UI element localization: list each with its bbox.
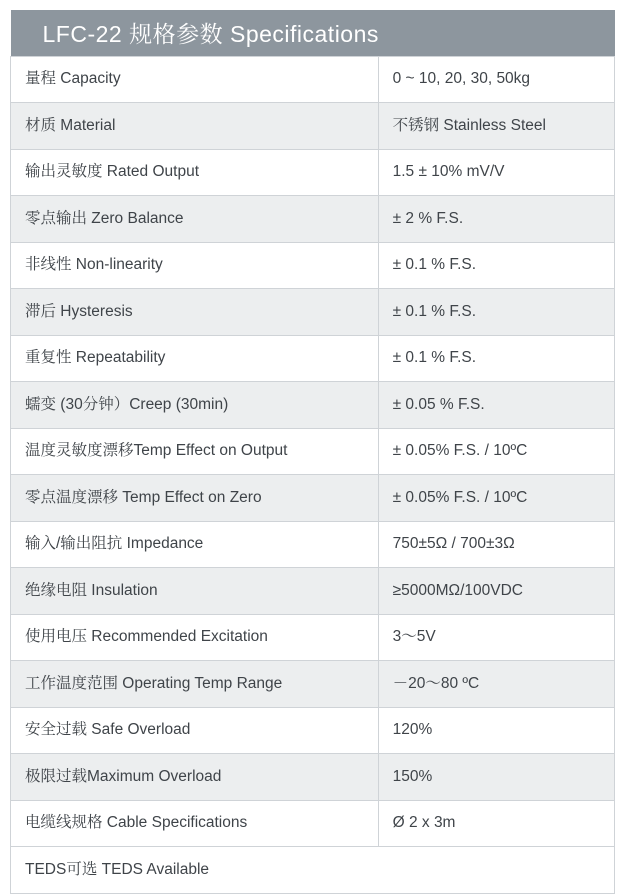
spec-value-cell [378,661,614,708]
spec-label-cell [11,382,379,429]
table-row-teds [11,847,615,894]
spec-label-cell [11,103,379,150]
spec-value: ≥5000MΩ/100VDC [392,581,523,599]
spec-value: 150% [392,767,433,785]
table-title-row [11,10,615,56]
spec-label-cell [11,614,379,661]
spec-value: ± 2 % F.S. [392,209,464,227]
spec-label: 电缆线规格 Cable Specifications [25,814,248,832]
table-row [11,196,615,243]
spec-label-cell [11,149,379,196]
spec-label-cell [11,428,379,475]
spec-value: 0 ~ 10, 20, 30, 50kg [392,70,531,88]
spec-value: ± 0.05% F.S. / 10ºC [392,488,528,506]
spec-value-cell [378,800,614,847]
table-row [11,289,615,336]
table-title-cell [11,10,615,56]
spec-label-cell [11,661,379,708]
spec-label: 输入/输出阻抗 Impedance [25,535,204,553]
spec-value-cell [378,475,614,522]
spec-value-cell [378,382,614,429]
spec-value: 750±5Ω / 700±3Ω [392,535,515,553]
spec-value-cell [378,242,614,289]
spec-value-cell [378,707,614,754]
spec-value: 120% [392,721,433,739]
spec-label: 极限过载Maximum Overload [25,767,222,785]
spec-label: TEDS可选 TEDS Available [25,860,210,878]
spec-value-cell [378,149,614,196]
spec-label-cell [11,335,379,382]
spec-value-cell [378,56,614,103]
table-row [11,428,615,475]
table-row [11,707,615,754]
spec-value: ± 0.1 % F.S. [392,349,477,367]
spec-label-cell [11,196,379,243]
spec-label: 零点输出 Zero Balance [25,209,184,227]
spec-label-cell [11,56,379,103]
spec-value-cell [378,614,614,661]
spec-value: ± 0.05 % F.S. [392,395,485,413]
spec-label-cell [11,242,379,289]
table-row [11,335,615,382]
spec-label: 使用电压 Recommended Excitation [25,628,268,646]
table-row [11,149,615,196]
spec-label: 滞后 Hysteresis [25,302,133,320]
page-title: LFC-22 规格参数 Specifications [42,21,379,48]
spec-value-cell [378,754,614,801]
spec-label: 输出灵敏度 Rated Output [25,163,200,181]
table-row [11,103,615,150]
spec-label-cell [11,707,379,754]
spec-value: －20～80 ºC [392,674,480,692]
table-row [11,521,615,568]
spec-label: 重复性 Repeatability [25,349,166,367]
table-row [11,242,615,289]
table-row [11,800,615,847]
spec-value: 不锈钢 Stainless Steel [392,116,546,134]
spec-label-cell [11,754,379,801]
table-row [11,475,615,522]
spec-label: 安全过载 Safe Overload [25,721,191,739]
spec-label: 绝缘电阻 Insulation [25,581,158,599]
spec-label: 材质 Material [25,116,116,134]
table-row [11,614,615,661]
table-row [11,568,615,615]
table-row [11,754,615,801]
spec-value-cell [378,196,614,243]
specifications-table [10,10,615,894]
spec-value-cell [378,568,614,615]
spec-value: 1.5 ± 10% mV/V [392,163,505,181]
spec-value: ± 0.05% F.S. / 10ºC [392,442,528,460]
title-bar [25,11,615,55]
spec-label: 温度灵敏度漂移Temp Effect on Output [25,442,288,460]
spec-value-cell [378,428,614,475]
spec-label: 量程 Capacity [25,70,121,88]
spec-value-cell [378,521,614,568]
spec-label-cell [11,568,379,615]
spec-label-cell [11,847,615,894]
spec-label: 蠕变 (30分钟）Creep (30min) [25,395,229,413]
spec-value: 3～5V [392,628,436,646]
table-row [11,382,615,429]
spec-value: Ø 2 x 3m [392,814,456,832]
spec-value-cell [378,335,614,382]
spec-label-cell [11,289,379,336]
spec-value-cell [378,289,614,336]
spec-value: ± 0.1 % F.S. [392,256,477,274]
spec-label-cell [11,800,379,847]
table-row [11,661,615,708]
spec-label-cell [11,475,379,522]
spec-label: 零点温度漂移 Temp Effect on Zero [25,488,262,506]
spec-label-cell [11,521,379,568]
spec-label: 非线性 Non-linearity [25,256,163,274]
spec-value-cell [378,103,614,150]
table-row [11,56,615,103]
spec-label: 工作温度范围 Operating Temp Range [25,674,283,692]
spec-value: ± 0.1 % F.S. [392,302,477,320]
